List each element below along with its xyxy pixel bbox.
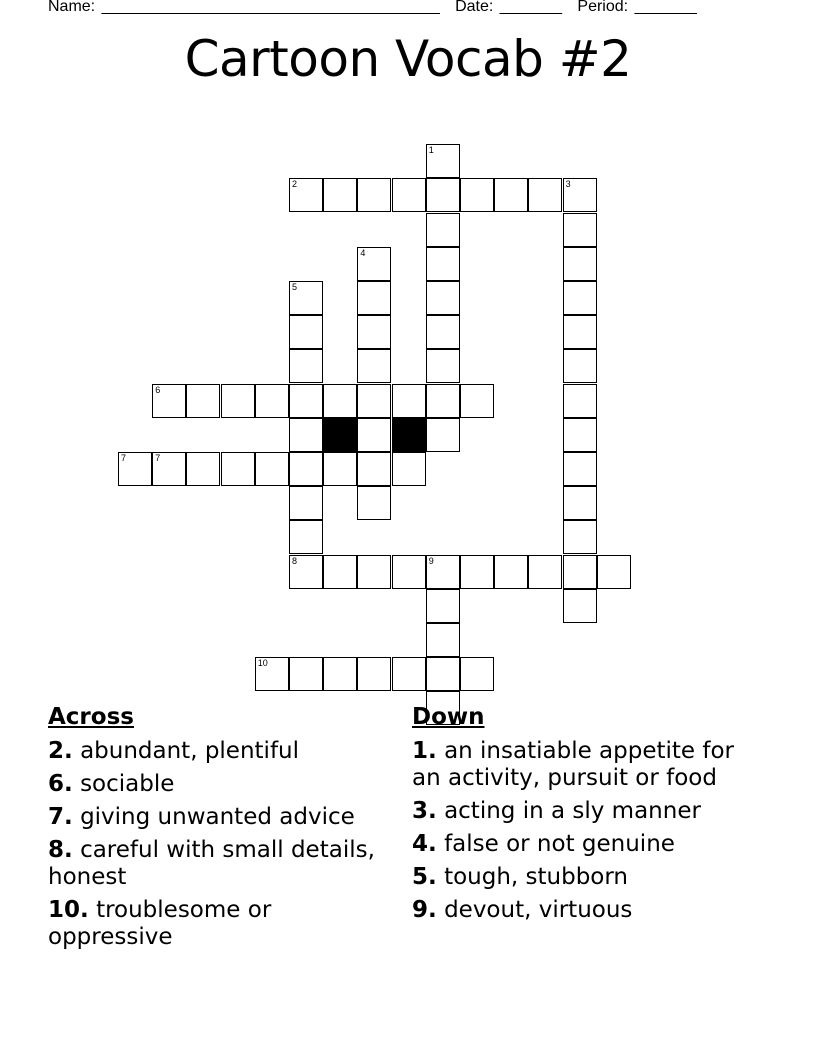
clue-down-3: 3. acting in a sly manner	[412, 798, 701, 824]
grid-cell[interactable]	[186, 384, 220, 418]
clue-number: 2	[292, 179, 298, 190]
grid-cell[interactable]	[426, 281, 460, 315]
grid-cell[interactable]	[563, 281, 597, 315]
clue-across-7: 7. giving unwanted advice	[48, 804, 355, 830]
grid-cell[interactable]	[255, 657, 289, 691]
grid-cell[interactable]	[460, 384, 494, 418]
grid-cell[interactable]	[323, 452, 357, 486]
grid-cell[interactable]	[289, 384, 323, 418]
grid-cell[interactable]	[597, 555, 631, 589]
grid-cell[interactable]	[186, 452, 220, 486]
grid-cell[interactable]	[392, 178, 426, 212]
across-heading: Across	[48, 704, 134, 730]
grid-cell[interactable]	[563, 555, 597, 589]
name-label: Name:	[48, 0, 96, 15]
grid-cell[interactable]	[289, 315, 323, 349]
clue-down-4: 4. false or not genuine	[412, 831, 675, 857]
grid-cell[interactable]	[289, 486, 323, 520]
name-blank[interactable]: ______________________________________	[101, 0, 440, 15]
grid-cell[interactable]	[357, 315, 391, 349]
grid-cell[interactable]	[357, 178, 391, 212]
clue-across-2: 2. abundant, plentiful	[48, 738, 300, 764]
grid-cell[interactable]	[357, 349, 391, 383]
grid-cell[interactable]	[426, 555, 460, 589]
clue-number: 8	[292, 555, 298, 566]
clue-number: 5	[292, 282, 298, 292]
grid-cell[interactable]	[221, 452, 255, 486]
grid-cell[interactable]	[289, 281, 323, 315]
grid-cell[interactable]	[323, 178, 357, 212]
grid-cell[interactable]	[426, 247, 460, 281]
grid-cell[interactable]	[563, 486, 597, 520]
grid-cell[interactable]	[563, 520, 597, 554]
grid-cell[interactable]	[563, 213, 597, 247]
across-clues	[48, 702, 393, 957]
grid-cell[interactable]	[426, 144, 460, 178]
grid-cell[interactable]	[528, 555, 562, 589]
clue-down-9: 9. devout, virtuous	[412, 897, 633, 923]
grid-cell[interactable]	[426, 623, 460, 657]
clue-number: 3	[565, 179, 571, 190]
clue-number: 7	[121, 453, 127, 463]
grid-cell[interactable]	[357, 657, 391, 691]
grid-cell[interactable]	[289, 452, 323, 486]
grid-cell[interactable]	[426, 213, 460, 247]
down-heading: Down	[412, 704, 485, 730]
grid-cell[interactable]	[426, 178, 460, 212]
date-blank[interactable]: _______	[499, 0, 563, 15]
grid-cell[interactable]	[152, 452, 186, 486]
grid-cell[interactable]	[255, 384, 289, 418]
grid-cell[interactable]	[289, 349, 323, 383]
grid-cell[interactable]	[323, 657, 357, 691]
grid-cell[interactable]	[221, 384, 255, 418]
grid-cell[interactable]	[563, 418, 597, 452]
grid-cell[interactable]	[392, 555, 426, 589]
clue-down-1: 1. an insatiable appetite for an activity, pursuit or food	[412, 738, 734, 791]
grid-cell[interactable]	[563, 384, 597, 418]
grid-cell[interactable]	[563, 349, 597, 383]
grid-cell[interactable]	[255, 452, 289, 486]
down-clues	[412, 702, 742, 930]
grid-cell[interactable]	[563, 589, 597, 623]
grid-cell[interactable]	[357, 555, 391, 589]
grid-cell[interactable]	[528, 178, 562, 212]
period-label: Period:	[577, 0, 629, 15]
clue-across-10: 10. troublesome or oppressive	[48, 897, 272, 950]
grid-cell[interactable]	[392, 657, 426, 691]
clue-across-8: 8. careful with small details, honest	[48, 837, 375, 890]
grid-cell[interactable]	[357, 384, 391, 418]
grid-cell[interactable]	[289, 657, 323, 691]
clue-number: 4	[360, 247, 366, 258]
clue-down-5: 5. tough, stubborn	[412, 864, 629, 890]
grid-cell[interactable]	[426, 657, 460, 691]
grid-cell[interactable]	[563, 315, 597, 349]
grid-cell[interactable]	[426, 349, 460, 383]
grid-cell[interactable]	[460, 657, 494, 691]
grid-cell[interactable]	[563, 178, 597, 212]
grid-cell[interactable]	[357, 486, 391, 520]
grid-cell[interactable]	[460, 178, 494, 212]
period-blank[interactable]: _______	[634, 0, 697, 15]
clue-number: 1	[428, 145, 434, 156]
grid-cell[interactable]	[357, 452, 391, 486]
grid-cell[interactable]	[494, 555, 528, 589]
clue-across-6: 6. sociable	[48, 771, 175, 797]
black-cell	[323, 418, 357, 452]
grid-cell[interactable]	[289, 418, 323, 452]
grid-cell[interactable]	[392, 384, 426, 418]
grid-cell[interactable]	[289, 555, 323, 589]
grid-cell[interactable]	[323, 384, 357, 418]
grid-cell[interactable]	[460, 555, 494, 589]
clue-number: 7	[155, 453, 161, 463]
grid-cell[interactable]	[426, 384, 460, 418]
grid-cell[interactable]	[494, 178, 528, 212]
grid-cell[interactable]	[563, 247, 597, 281]
grid-cell[interactable]	[289, 520, 323, 554]
clue-number: 10	[257, 658, 268, 669]
grid-cell[interactable]	[357, 418, 391, 452]
clue-number: 6	[155, 384, 161, 395]
grid-cell[interactable]	[426, 315, 460, 349]
grid-cell[interactable]	[357, 281, 391, 315]
grid-cell[interactable]	[118, 452, 152, 486]
page-title: Cartoon Vocab #2	[184, 30, 632, 88]
grid-cell[interactable]	[152, 384, 186, 418]
grid-cell[interactable]	[426, 418, 460, 452]
date-label: Date:	[455, 0, 494, 15]
grid-cell[interactable]	[323, 555, 357, 589]
grid-cell[interactable]	[426, 589, 460, 623]
grid-cell[interactable]	[289, 178, 323, 212]
grid-cell[interactable]	[357, 247, 391, 281]
grid-cell[interactable]	[392, 452, 426, 486]
black-cell	[392, 418, 426, 452]
clue-number: 9	[428, 555, 434, 566]
grid-cell[interactable]	[563, 452, 597, 486]
